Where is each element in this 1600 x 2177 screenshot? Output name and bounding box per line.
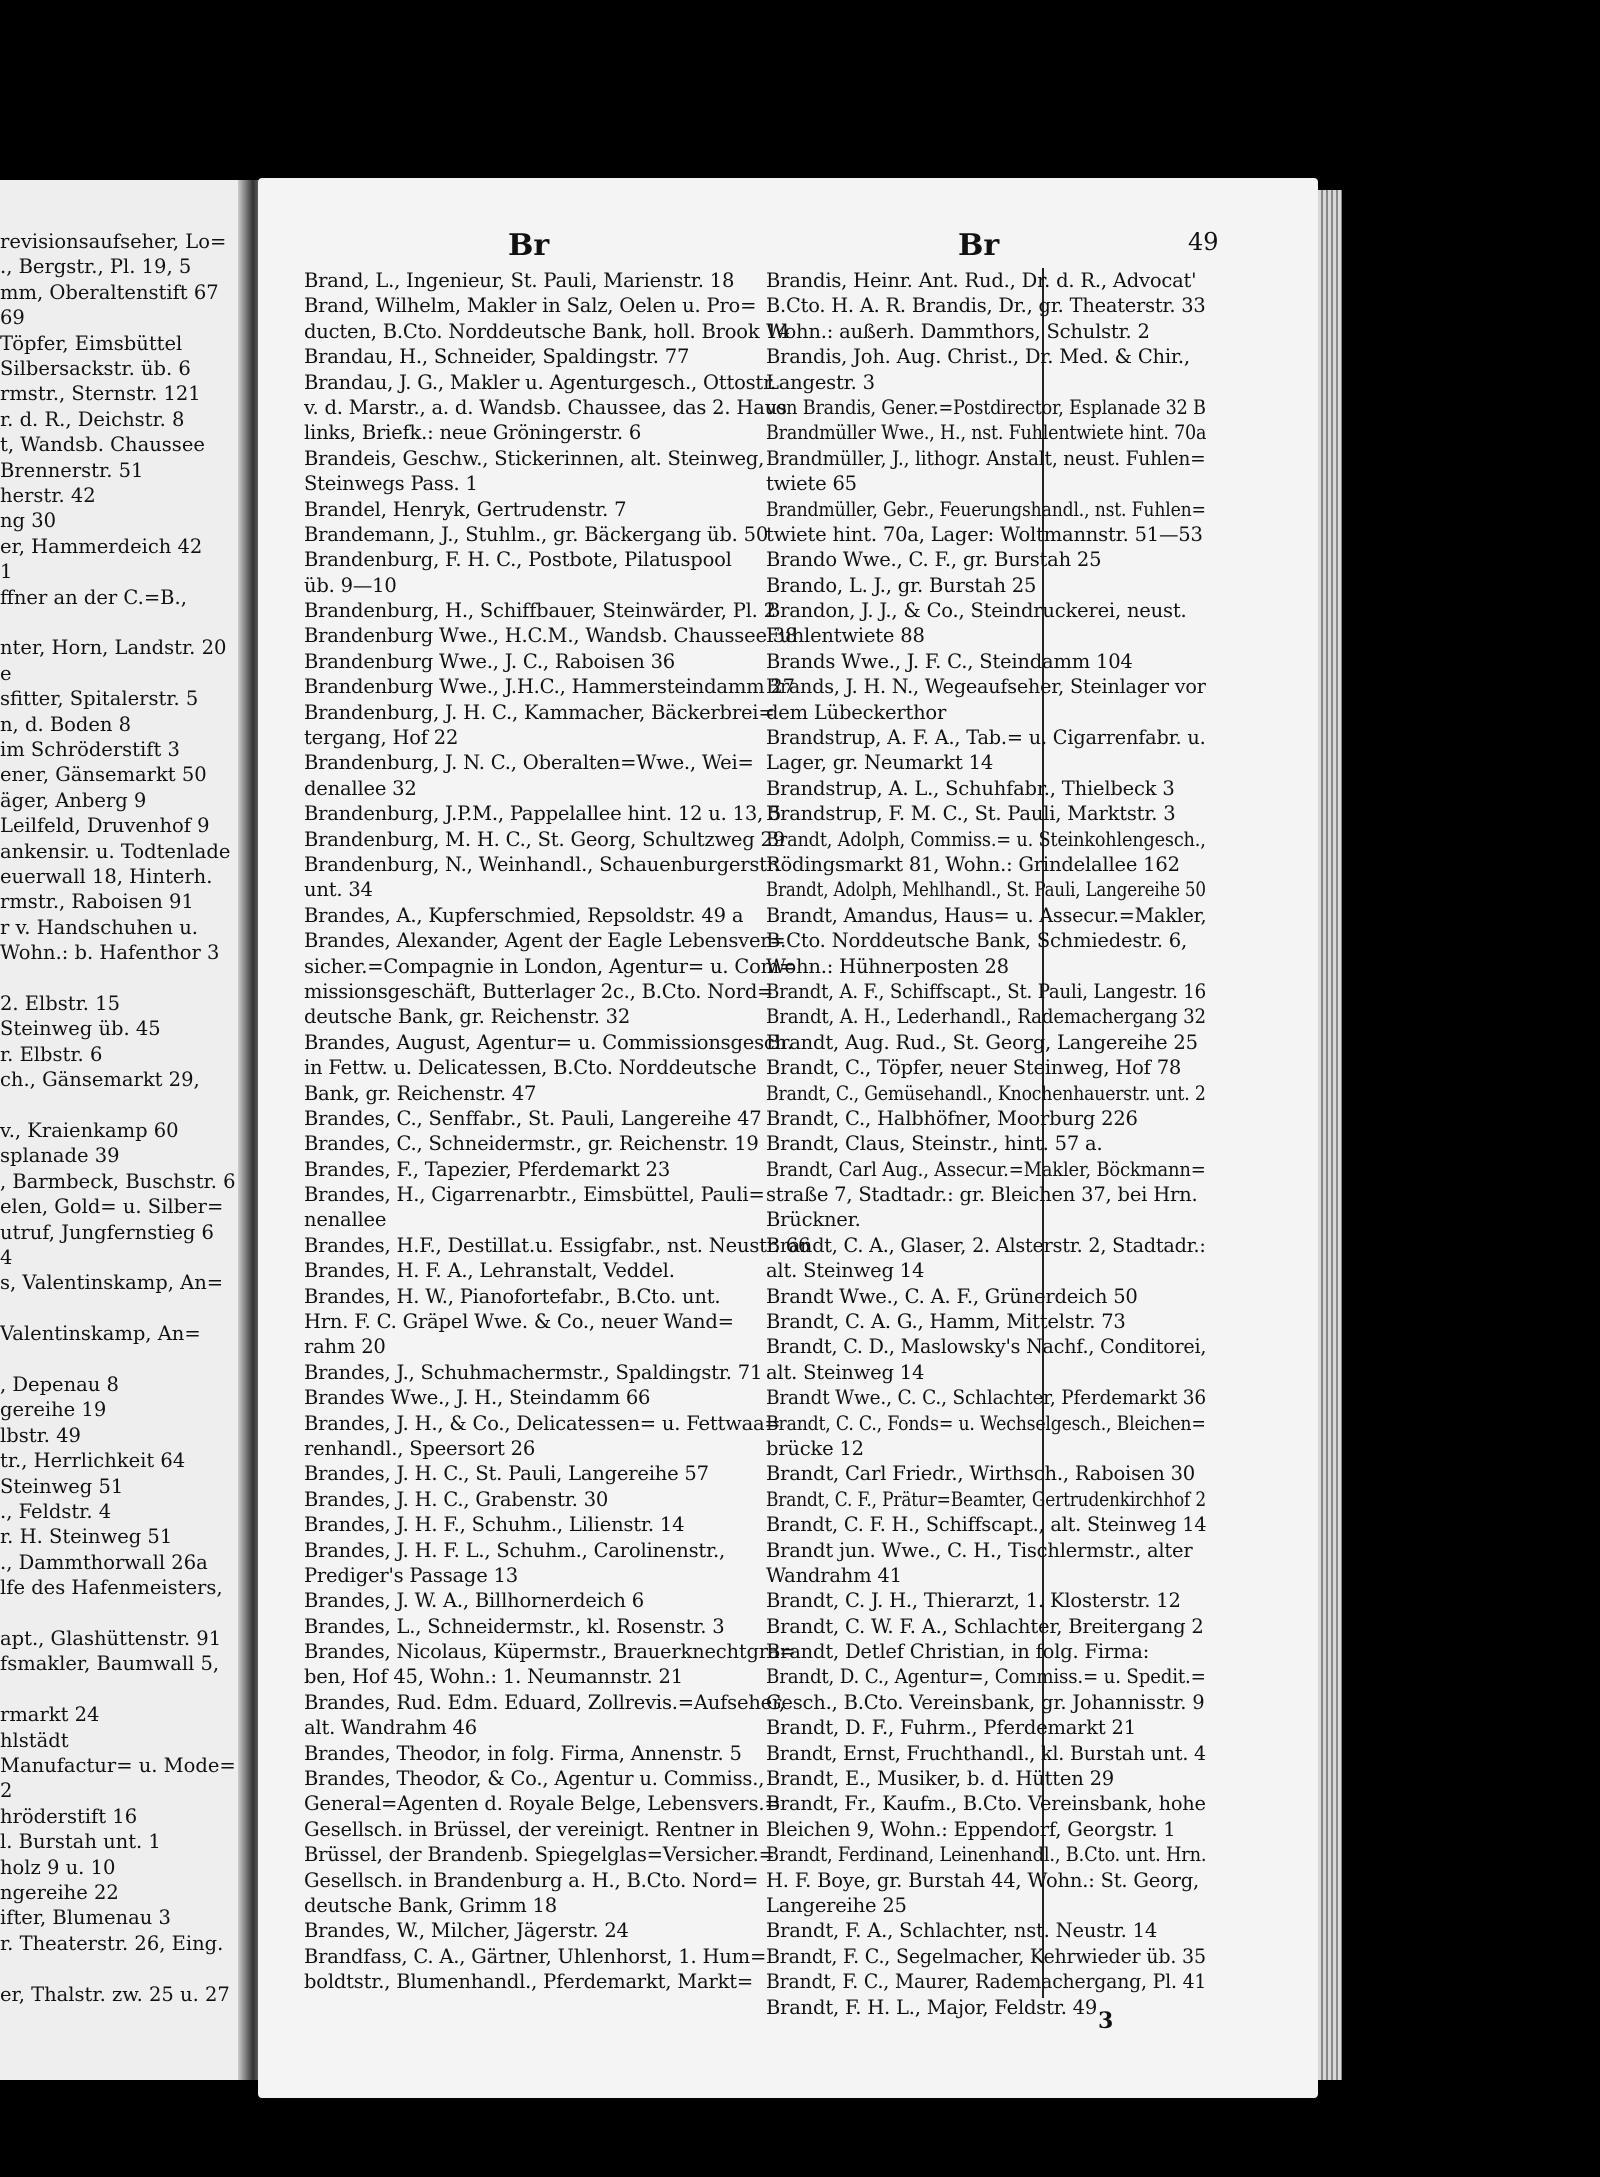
entry-right: Brandt, Aug. Rud., St. Georg, Langereihe 25 <box>766 1030 1198 1054</box>
column-right <box>766 268 1206 2020</box>
entry-right: Brandmüller, J., lithogr. Anstalt, neust. Fuhlen= <box>766 446 1206 470</box>
entry-right: Brandt, C., Halbhöfner, Moorburg 226 <box>766 1106 1138 1130</box>
left-fragment: rmarkt 24 <box>0 1703 100 1727</box>
entry-left: rahm 20 <box>304 1335 386 1359</box>
entry-left: Brandfass, C. A., Gärtner, Uhlenhorst, 1. Hum= <box>304 1944 767 1968</box>
entry-left: Brandeis, Geschw., Stickerinnen, alt. Steinweg, <box>304 446 765 470</box>
entry-right: Brandt, Claus, Steinstr., hint. 57 a. <box>766 1132 1103 1156</box>
entry-right: Brandt, Ernst, Fruchthandl., kl. Burstah unt. 4 <box>766 1741 1206 1765</box>
entry-left: Hrn. F. C. Gräpel Wwe. & Co., neuer Wand= <box>304 1310 734 1334</box>
entry-left: General=Agenten d. Royale Belge, Lebensvers.= <box>304 1792 781 1816</box>
entry-right: Brandt, Carl Friedr., Wirthsch., Raboisen 30 <box>766 1462 1196 1486</box>
entry-right: Brandstrup, F. M. C., St. Pauli, Marktstr. 3 <box>766 802 1176 826</box>
left-fragment: hröderstift 16 <box>0 1804 138 1828</box>
entry-right: Brandt, F. C., Segelmacher, Kehrwieder üb. 35 <box>766 1944 1206 1968</box>
entry-left: Brand, L., Ingenieur, St. Pauli, Marienstr. 18 <box>304 269 735 292</box>
entry-right: Brandt, Adolph, Mehlhandl., St. Pauli, Langereihe 50 <box>766 878 1206 902</box>
entry-left: Prediger's Passage 13 <box>304 1563 518 1587</box>
entry-left: boldtstr., Blumenhandl., Pferdemarkt, Markt= <box>304 1970 753 1994</box>
left-fragment: , Depenau 8 <box>0 1373 119 1396</box>
page-number: 49 <box>1188 228 1219 256</box>
right-page <box>258 178 1318 2098</box>
entry-right: Brandt, F. C., Maurer, Rademachergang, Pl. 41 <box>766 1970 1206 1994</box>
entry-left: Brandes, Theodor, in folg. Firma, Annenstr. 5 <box>304 1741 742 1765</box>
entry-right: Brandstrup, A. L., Schuhfabr., Thielbeck 3 <box>766 776 1175 800</box>
entry-left: Brandenburg, N., Weinhandl., Schauenburgerstr. <box>304 852 780 876</box>
left-fragment: elen, Gold= u. Silber= <box>0 1195 224 1219</box>
entry-left: deutsche Bank, gr. Reichenstr. 32 <box>304 1005 631 1029</box>
entry-left: ducten, B.Cto. Norddeutsche Bank, holl. Brook 14 <box>304 319 790 343</box>
signature-mark: 3 <box>1098 2008 1114 2034</box>
entry-right: alt. Steinweg 14 <box>766 1259 925 1283</box>
entry-right: Fuhlentwiete 88 <box>766 624 925 648</box>
entry-left: üb. 9—10 <box>304 573 397 597</box>
left-fragment: , Barmbeck, Buschstr. 6 <box>0 1169 236 1193</box>
page-edge <box>1318 190 1342 2080</box>
left-fragment: lbstr. 49 <box>0 1423 81 1447</box>
left-fragment: n, d. Boden 8 <box>0 712 132 736</box>
entry-right: Brandt, E., Musiker, b. d. Hütten 29 <box>766 1767 1114 1791</box>
entry-left: Brandes, H. W., Pianofortefabr., B.Cto. unt. <box>304 1284 721 1308</box>
entry-right: Brandt, A. H., Lederhandl., Rademachergang 32 <box>766 1005 1206 1029</box>
left-fragment: im Schröderstift 3 <box>0 738 180 761</box>
left-fragment: gereihe 19 <box>0 1398 107 1422</box>
left-fragment: r. d. R., Deichstr. 8 <box>0 407 185 431</box>
left-fragment: revisionsaufseher, Lo= <box>0 230 227 253</box>
entry-left: tergang, Hof 22 <box>304 726 459 750</box>
left-fragment: Steinweg 51 <box>0 1474 124 1498</box>
left-fragment: Silbersackstr. üb. 6 <box>0 357 191 380</box>
entry-right: twiete 65 <box>766 472 857 496</box>
left-fragment: äger, Anberg 9 <box>0 788 147 812</box>
running-head-left: Br <box>508 228 550 263</box>
left-fragment: rmstr., Raboisen 91 <box>0 890 194 914</box>
entry-right: straße 7, Stadtadr.: gr. Bleichen 37, bei Hrn. <box>766 1183 1198 1207</box>
entry-right: Brandt, Fr., Kaufm., B.Cto. Vereinsbank, hohe <box>766 1792 1206 1816</box>
entry-right: von Brandis, Gener.=Postdirector, Esplanade 32 B <box>766 395 1206 419</box>
left-fragment: ngereihe 22 <box>0 1881 119 1904</box>
entry-right: Bleichen 9, Wohn.: Eppendorf, Georgstr. 1 <box>766 1817 1176 1841</box>
left-fragment: r. Elbstr. 6 <box>0 1042 103 1066</box>
entry-right: Brandt Wwe., C. A. F., Grünerdeich 50 <box>766 1284 1138 1308</box>
entry-left: Brandes, Nicolaus, Küpermstr., Brauerknechtgra= <box>304 1640 796 1664</box>
entry-right: Brando Wwe., C. F., gr. Burstah 25 <box>766 548 1102 572</box>
left-fragment: 1 <box>0 560 13 584</box>
entry-right: Brandt, C., Gemüsehandl., Knochenhauerstr. unt. 2 <box>766 1081 1206 1105</box>
entry-right: brücke 12 <box>766 1436 864 1460</box>
left-fragment: lfe des Hafenmeisters, <box>0 1576 223 1600</box>
entry-right: Wohn.: außerh. Dammthors, Schulstr. 2 <box>766 319 1150 343</box>
entry-right: twiete hint. 70a, Lager: Woltmannstr. 51—53 <box>766 522 1203 546</box>
left-fragment: er, Thalstr. zw. 25 u. 27 <box>0 1982 230 2006</box>
entry-left: Brandenburg, J. N. C., Oberalten=Wwe., Wei= <box>304 751 754 775</box>
left-fragment: ffner an der C.=B., <box>0 585 187 609</box>
left-fragment: ch., Gänsemarkt 29, <box>0 1068 200 1092</box>
entry-right: Brandis, Heinr. Ant. Rud., Dr. d. R., Advocat' <box>766 269 1197 292</box>
entry-right: Brandt, C. J. H., Thierarzt, 1. Klosterstr. 12 <box>766 1589 1181 1613</box>
entry-right: dem Lübeckerthor <box>766 700 947 724</box>
entry-right: Brandt, C. W. F. A., Schlachter, Breitergang 2 <box>766 1614 1204 1638</box>
entry-right: Brandt, C. C., Fonds= u. Wechselgesch., Bleichen= <box>766 1411 1206 1435</box>
entry-right: Brückner. <box>766 1208 861 1232</box>
left-fragment: splanade 39 <box>0 1144 120 1168</box>
entry-left: Brandes, H.F., Destillat.u. Essigfabr., nst. Neustr. 66 <box>304 1233 811 1257</box>
entry-left: Brandes, L., Schneidermstr., kl. Rosenstr. 3 <box>304 1614 725 1638</box>
left-fragment: ifter, Blumenau 3 <box>0 1906 171 1930</box>
entry-left: Brandes, F., Tapezier, Pferdemarkt 23 <box>304 1157 671 1181</box>
left-fragment: t, Wandsb. Chaussee <box>0 433 205 457</box>
left-fragment: ankensir. u. Todtenlade <box>0 839 231 863</box>
left-fragment: r v. Handschuhen u. <box>0 915 198 939</box>
entry-right: Brandt, A. F., Schiffscapt., St. Pauli, Langestr. 16 <box>766 979 1206 1003</box>
entry-right: Brandt, F. H. L., Major, Feldstr. 49 <box>766 1995 1098 2019</box>
entry-left: Brandes, C., Senffabr., St. Pauli, Langereihe 47 <box>304 1106 762 1130</box>
entry-left: Brandes, C., Schneidermstr., gr. Reichenstr. 19 <box>304 1132 759 1156</box>
entry-left: renhandl., Speersort 26 <box>304 1436 536 1460</box>
entry-right: Brandt, D. C., Agentur=, Commiss.= u. Spedit.= <box>766 1665 1206 1689</box>
entry-left: deutsche Bank, Grimm 18 <box>304 1894 557 1917</box>
left-fragment: mm, Oberaltenstift 67 <box>0 280 219 304</box>
entry-left: Brandenburg, M. H. C., St. Georg, Schultzweg 29 <box>304 827 785 851</box>
left-fragment: Wohn.: b. Hafenthor 3 <box>0 941 220 965</box>
entry-right: Brandmüller Wwe., H., nst. Fuhlentwiete hint. 70a <box>766 421 1206 445</box>
entry-left: Brandel, Henryk, Gertrudenstr. 7 <box>304 497 627 521</box>
entry-left: Gesellsch. in Brandenburg a. H., B.Cto. Nord= <box>304 1868 759 1892</box>
left-fragment: hlstädt <box>0 1728 69 1752</box>
left-fragment: Steinweg üb. 45 <box>0 1017 161 1041</box>
left-fragment: holz 9 u. 10 <box>0 1855 116 1879</box>
entry-left: Brüssel, der Brandenb. Spiegelglas=Versicher.= <box>304 1843 775 1867</box>
left-fragment: v., Kraienkamp 60 <box>0 1119 179 1142</box>
entry-left: Brandau, H., Schneider, Spaldingstr. 77 <box>304 345 690 369</box>
entry-right: Wandrahm 41 <box>766 1563 902 1587</box>
left-page <box>0 180 250 2080</box>
entry-left: Brandenburg Wwe., J.H.C., Hammersteindamm 27 <box>304 675 795 699</box>
left-fragment: ng 30 <box>0 509 57 533</box>
entry-right: Rödingsmarkt 81, Wohn.: Grindelallee 162 <box>766 852 1180 876</box>
entry-right: Langereihe 25 <box>766 1894 907 1917</box>
entry-left: Brandes, J. H. F. L., Schuhm., Carolinenstr., <box>304 1538 725 1562</box>
left-fragment: Töpfer, Eimsbüttel <box>0 331 183 355</box>
entry-left: Brandenburg Wwe., H.C.M., Wandsb. Chaussee 38 <box>304 624 798 648</box>
entry-left: Brandes, H. F. A., Lehranstalt, Veddel. <box>304 1259 675 1283</box>
entry-right: Gesch., B.Cto. Vereinsbank, gr. Johannisstr. 9 <box>766 1690 1205 1714</box>
entry-left: Brandes, W., Milcher, Jägerstr. 24 <box>304 1919 629 1943</box>
left-fragment: l. Burstah unt. 1 <box>0 1830 161 1854</box>
entry-left: Brandenburg, J. H. C., Kammacher, Bäckerbrei= <box>304 700 775 724</box>
left-fragment: r. H. Steinweg 51 <box>0 1525 173 1549</box>
entry-left: Brandes, J. H. C., St. Pauli, Langereihe 57 <box>304 1462 709 1486</box>
entry-right: Brandt, C., Töpfer, neuer Steinweg, Hof 78 <box>766 1056 1182 1080</box>
left-fragment: herstr. 42 <box>0 484 96 507</box>
entry-right: Brands Wwe., J. F. C., Steindamm 104 <box>766 649 1133 673</box>
entry-right: Brandt, C. F. H., Schiffscapt., alt. Steinweg 14 <box>766 1513 1206 1537</box>
entry-left: Brandenburg, F. H. C., Postbote, Pilatuspool <box>304 548 732 572</box>
running-head-right: Br <box>958 228 1000 263</box>
entry-right: H. F. Boye, gr. Burstah 44, Wohn.: St. Georg, <box>766 1868 1200 1892</box>
left-fragment: Valentinskamp, An= <box>0 1322 201 1346</box>
left-fragment: tr., Herrlichkeit 64 <box>0 1449 186 1473</box>
entry-left: Steinwegs Pass. 1 <box>304 472 478 496</box>
left-fragment: ener, Gänsemarkt 50 <box>0 763 207 787</box>
entry-left: Brandes, J. H. F., Schuhm., Lilienstr. 14 <box>304 1513 685 1537</box>
entry-left: unt. 34 <box>304 878 373 902</box>
left-fragment: utruf, Jungfernstieg 6 <box>0 1220 214 1244</box>
left-fragment: r. Theaterstr. 26, Eing. <box>0 1931 224 1955</box>
entry-left: Brandes Wwe., J. H., Steindamm 66 <box>304 1386 651 1410</box>
entry-left: Brandenburg, H., Schiffbauer, Steinwärder, Pl. 2 <box>304 599 776 623</box>
entry-left: nenallee <box>304 1208 387 1232</box>
entry-left: ben, Hof 45, Wohn.: 1. Neumannstr. 21 <box>304 1665 683 1689</box>
left-fragment: ., Dammthorwall 26a <box>0 1550 208 1574</box>
entry-right: Brandt, Detlef Christian, in folg. Firma: <box>766 1640 1150 1664</box>
entry-left: Gesellsch. in Brüssel, der vereinigt. Rentner in <box>304 1817 759 1841</box>
entry-right: Brandt, Amandus, Haus= u. Assecur.=Makler, <box>766 903 1206 927</box>
entry-left: Brand, Wilhelm, Makler in Salz, Oelen u. Pro= <box>304 294 757 318</box>
entry-left: Brandes, J., Schuhmachermstr., Spaldingstr. 71 <box>304 1360 763 1384</box>
left-fragment: sfitter, Spitalerstr. 5 <box>0 687 199 711</box>
entry-right: Brandis, Joh. Aug. Christ., Dr. Med. & Chir., <box>766 345 1190 369</box>
entry-right: Brandt, C. D., Maslowsky's Nachf., Conditorei, <box>766 1335 1206 1359</box>
left-fragment: 4 <box>0 1246 13 1269</box>
entry-left: Brandes, Rud. Edm. Eduard, Zollrevis.=Aufseher, <box>304 1690 785 1714</box>
entry-left: Brandemann, J., Stuhlm., gr. Bäckergang üb. 50 <box>304 522 769 546</box>
entry-right: Brandstrup, A. F. A., Tab.= u. Cigarrenfabr. u. <box>766 726 1206 750</box>
left-fragment: Leilfeld, Druvenhof 9 <box>0 814 210 838</box>
left-fragment: er, Hammerdeich 42 <box>0 534 203 558</box>
entry-right: Brandt, D. F., Fuhrm., Pferdemarkt 21 <box>766 1716 1136 1740</box>
left-fragment: nter, Horn, Landstr. 20 <box>0 636 227 660</box>
left-fragment: apt., Glashüttenstr. 91 <box>0 1627 222 1650</box>
entry-right: Brands, J. H. N., Wegeaufseher, Steinlager vor <box>766 675 1206 699</box>
entry-left: in Fettw. u. Delicatessen, B.Cto. Norddeutsche <box>304 1056 757 1080</box>
entry-right: Brandon, J. J., & Co., Steindruckerei, neust. <box>766 599 1187 623</box>
entry-left: links, Briefk.: neue Gröningerstr. 6 <box>304 421 642 445</box>
entry-right: Brandt, C. A. G., Hamm, Mittelstr. 73 <box>766 1310 1126 1334</box>
entry-right: Brandt, F. A., Schlachter, nst. Neustr. 14 <box>766 1919 1158 1943</box>
entry-right: Brandt, C. F., Prätur=Beamter, Gertrudenkirchhof 2 <box>766 1487 1206 1511</box>
entry-left: Brandenburg Wwe., J. C., Raboisen 36 <box>304 649 675 673</box>
entry-left: Brandes, J. H. C., Grabenstr. 30 <box>304 1487 609 1511</box>
entry-right: Wohn.: Hühnerposten 28 <box>766 954 1009 978</box>
left-fragment: 2 <box>0 1779 13 1803</box>
left-fragment: Manufactur= u. Mode= <box>0 1754 236 1777</box>
left-fragment: e <box>0 661 12 685</box>
left-fragment: fsmakler, Baumwall 5, <box>0 1652 220 1676</box>
entry-left: Brandes, Theodor, & Co., Agentur u. Commiss., <box>304 1767 765 1791</box>
entry-left: Bank, gr. Reichenstr. 47 <box>304 1081 537 1105</box>
entry-right: Lager, gr. Neumarkt 14 <box>766 751 994 775</box>
left-fragment: ., Bergstr., Pl. 19, 5 <box>0 255 192 279</box>
entry-right: Brandt, Carl Aug., Assecur.=Makler, Böckmann= <box>766 1157 1206 1181</box>
entry-left: Brandes, August, Agentur= u. Commissionsgesch. <box>304 1030 794 1054</box>
entry-left: alt. Wandrahm 46 <box>304 1716 477 1740</box>
entry-right: Brandt, Ferdinand, Leinenhandl., B.Cto. unt. Hrn. <box>766 1843 1206 1867</box>
left-fragment: 69 <box>0 306 25 330</box>
entry-left: Brandenburg, J.P.M., Pappelallee hint. 12 u. 13, 5 <box>304 802 782 826</box>
left-fragment: rmstr., Sternstr. 121 <box>0 382 201 406</box>
entry-left: Brandes, A., Kupferschmied, Repsoldstr. 49 a <box>304 903 744 927</box>
left-fragment: ., Feldstr. 4 <box>0 1500 112 1523</box>
entry-left: Brandes, H., Cigarrenarbtr., Eimsbüttel, Pauli= <box>304 1183 765 1207</box>
entry-left: Brandau, J. G., Makler u. Agenturgesch., Ottostr. <box>304 370 777 394</box>
entry-right: B.Cto. Norddeutsche Bank, Schmiedestr. 6, <box>766 929 1188 953</box>
entry-left: Brandes, Alexander, Agent der Eagle Lebensver= <box>304 929 786 953</box>
entry-left: missionsgeschäft, Butterlager 2c., B.Cto. Nord= <box>304 979 774 1003</box>
entry-left: denallee 32 <box>304 776 417 800</box>
entry-left: sicher.=Compagnie in London, Agentur= u. Com= <box>304 954 796 978</box>
left-fragment: s, Valentinskamp, An= <box>0 1271 224 1295</box>
entry-left: Brandes, J. W. A., Billhornerdeich 6 <box>304 1589 644 1613</box>
left-fragment: Brennerstr. 51 <box>0 458 144 482</box>
left-fragment: 2. Elbstr. 15 <box>0 992 120 1015</box>
entry-right: Brandt Wwe., C. C., Schlachter, Pferdemarkt 36 <box>766 1386 1206 1410</box>
entry-left: v. d. Marstr., a. d. Wandsb. Chaussee, das 2. Haus <box>304 395 787 419</box>
entry-right: Brandt, Adolph, Commiss.= u. Steinkohlengesch., <box>766 827 1206 851</box>
entry-right: Brandmüller, Gebr., Feuerungshandl., nst. Fuhlen= <box>766 497 1206 521</box>
entry-right: Brandt jun. Wwe., C. H., Tischlermstr., alter <box>766 1538 1193 1562</box>
entry-right: Langestr. 3 <box>766 370 875 394</box>
entry-right: alt. Steinweg 14 <box>766 1360 925 1384</box>
entry-right: Brando, L. J., gr. Burstah 25 <box>766 573 1037 597</box>
left-fragment: euerwall 18, Hinterh. <box>0 865 213 888</box>
entry-right: B.Cto. H. A. R. Brandis, Dr., gr. Theaterstr. 33 <box>766 294 1206 318</box>
entry-left: Brandes, J. H., & Co., Delicatessen= u. Fettwaa= <box>304 1411 781 1435</box>
entry-right: Brandt, C. A., Glaser, 2. Alsterstr. 2, Stadtadr.: <box>766 1233 1206 1257</box>
